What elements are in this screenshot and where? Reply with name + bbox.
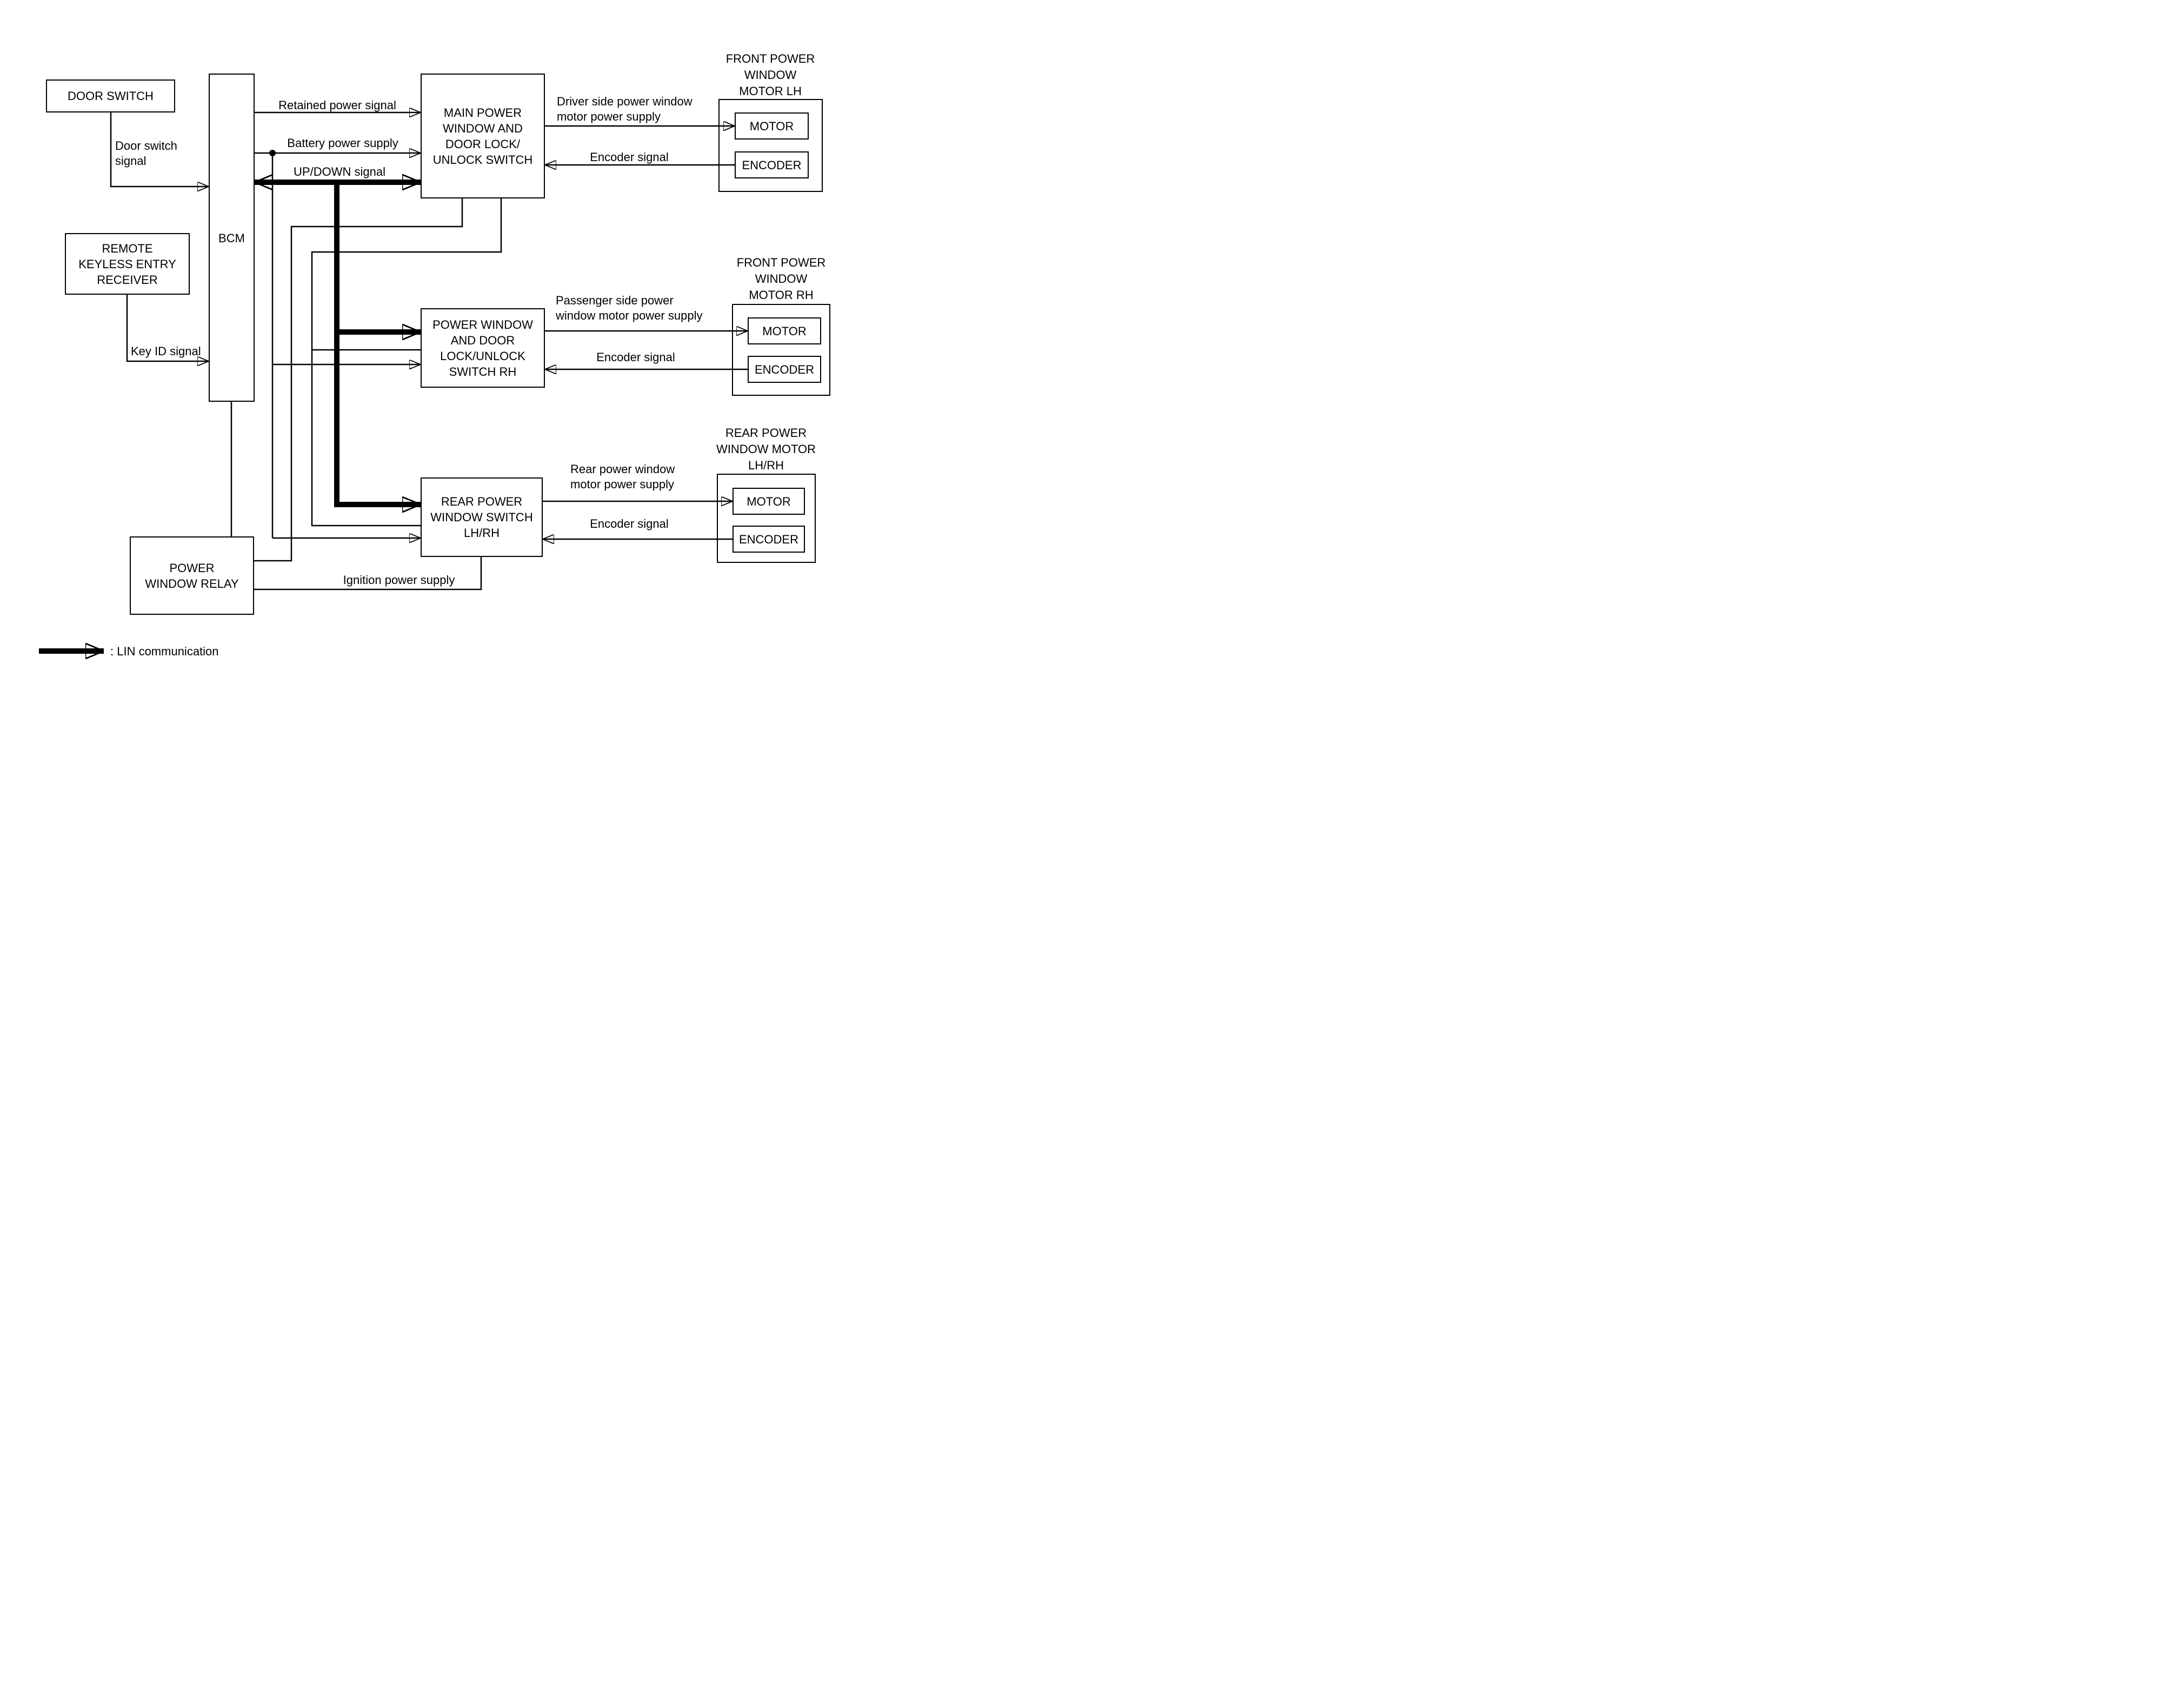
- encoder-lh-label: ENCODER: [742, 158, 802, 172]
- rear-switch-line: REAR POWER: [441, 495, 523, 508]
- legend-lin-label: : LIN communication: [110, 645, 219, 658]
- box-encoder-rear: [733, 526, 805, 553]
- encoder-signal-rh-label: Encoder signal: [596, 350, 675, 364]
- motor-rear-label: MOTOR: [747, 494, 791, 508]
- remote-keyless-line: RECEIVER: [97, 273, 158, 287]
- box-power-window-switch-rh: [421, 308, 545, 388]
- box-encoder-rh: [748, 356, 821, 383]
- key-id-signal-label: Key ID signal: [131, 344, 201, 358]
- remote-keyless-line: REMOTE: [102, 241, 153, 255]
- box-rear-power-window-switch: [421, 477, 543, 557]
- box-bcm: [209, 74, 255, 402]
- front-motor-lh-title: FRONT POWER WINDOW MOTOR LH: [725, 52, 815, 98]
- motor-lh-label: MOTOR: [749, 119, 794, 133]
- encoder-rear-label: ENCODER: [738, 532, 798, 546]
- relay-line: WINDOW RELAY: [145, 576, 239, 590]
- encoder-signal-rear-label: Encoder signal: [590, 517, 669, 530]
- main-switch-line: WINDOW AND: [443, 121, 523, 135]
- battery-power-label: Battery power supply: [287, 136, 398, 150]
- rear-supply-label: Rear power window motor power supply: [570, 462, 675, 491]
- box-encoder-lh: [735, 151, 809, 178]
- encoder-signal-lh-label: Encoder signal: [590, 150, 669, 164]
- lin-trunk-line: [337, 182, 421, 505]
- rear-switch-line: LH/RH: [463, 526, 500, 540]
- door-switch-signal-label: Door switch signal: [115, 139, 177, 168]
- bcm-label: BCM: [218, 231, 245, 245]
- ignition-power-label: Ignition power supply: [343, 573, 455, 587]
- driver-supply-label: Driver side power window motor power supply: [557, 95, 693, 123]
- box-main-power-window-switch: [421, 74, 545, 198]
- rh-switch-line: SWITCH RH: [449, 364, 517, 379]
- rh-switch-line: POWER WINDOW: [432, 317, 533, 331]
- front-motor-rh-title: FRONT POWER WINDOW MOTOR RH: [736, 256, 826, 302]
- box-remote-keyless-receiver: [65, 233, 190, 295]
- box-motor-lh: [735, 112, 809, 140]
- rh-switch-line: LOCK/UNLOCK: [440, 349, 525, 363]
- passenger-supply-label: Passenger side power window motor power supply: [556, 294, 703, 322]
- motor-rh-label: MOTOR: [762, 324, 807, 338]
- box-motor-rear: [733, 488, 805, 515]
- encoder-rh-label: ENCODER: [754, 362, 814, 376]
- main-switch-line: MAIN POWER: [443, 105, 522, 120]
- box-motor-rh: [748, 317, 821, 344]
- relay-line: POWER: [169, 561, 215, 575]
- remote-keyless-line: KEYLESS ENTRY: [78, 257, 176, 271]
- up-down-signal-label: UP/DOWN signal: [294, 165, 385, 178]
- box-door-switch: [46, 79, 175, 112]
- rear-switch-line: WINDOW SWITCH: [430, 510, 533, 524]
- rear-motor-title: REAR POWER WINDOW MOTOR LH/RH: [716, 426, 816, 472]
- retained-power-label: Retained power signal: [278, 98, 396, 112]
- rh-switch-line: AND DOOR: [450, 333, 515, 347]
- main-switch-line: UNLOCK SWITCH: [432, 152, 533, 167]
- door-switch-label: DOOR SWITCH: [68, 89, 154, 103]
- main-switch-line: DOOR LOCK/: [445, 137, 521, 151]
- box-power-window-relay: [130, 536, 254, 615]
- diagram-canvas: [0, 0, 874, 680]
